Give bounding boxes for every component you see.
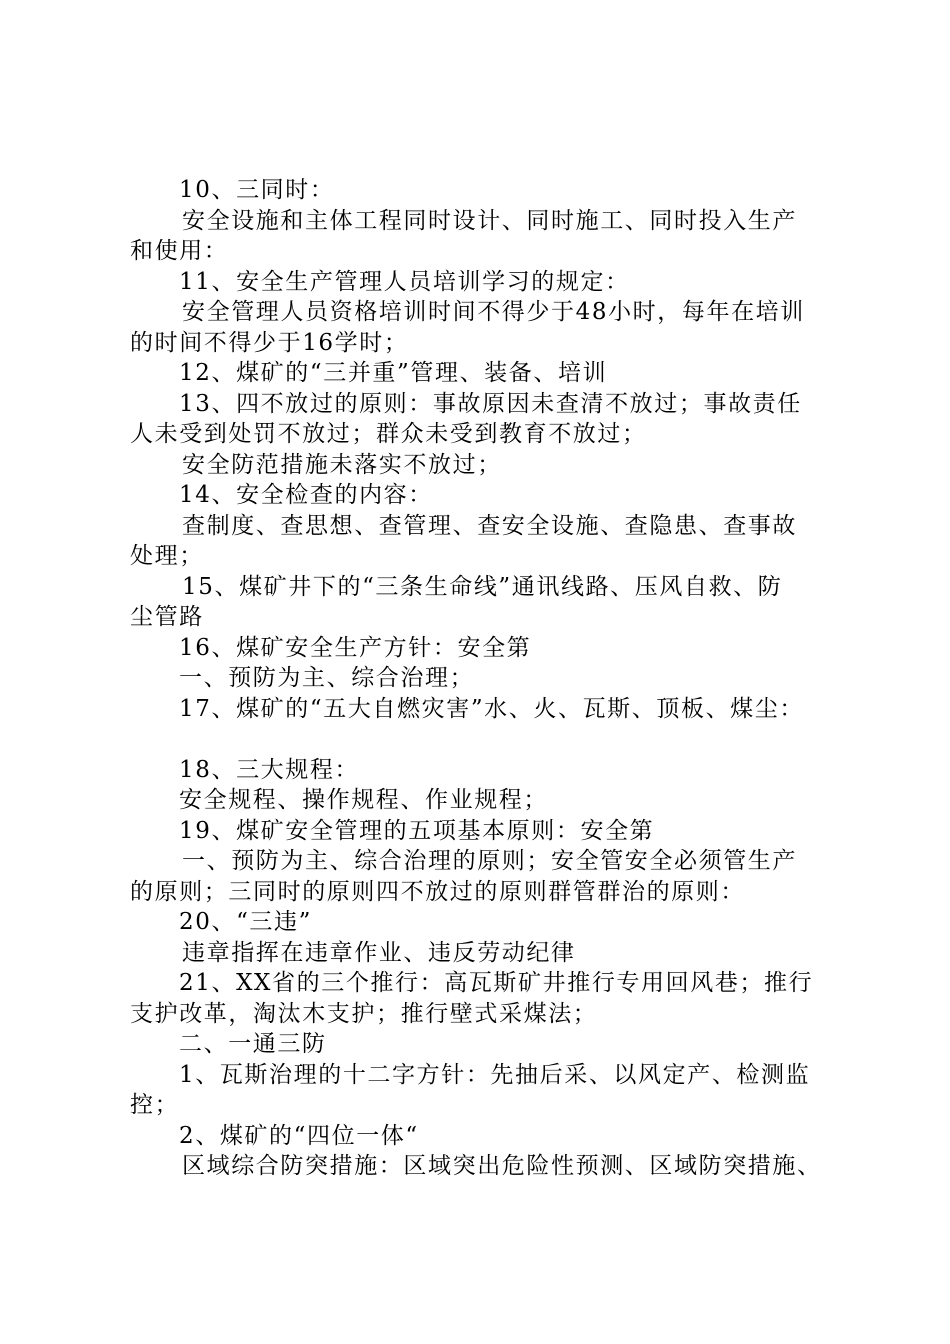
paragraph-line: 安全规程、操作规程、作业规程； [179,787,548,813]
item-10-heading: 10、三同时： [179,177,335,203]
paragraph-line: 人未受到处罚不放过；群众未受到教育不放过； [130,421,647,447]
paragraph-line: 安全管理人员资格培训时间不得少于48小时，每年在培训 [182,299,805,325]
paragraph-line: 支护改革，淘汰木支护；推行壁式采煤法； [130,1000,598,1027]
paragraph-line: 和使用： [130,238,229,264]
item-21-heading: 21、XX省的三个推行：高瓦斯矿井推行专用回风巷；推行 [179,970,814,996]
paragraph-line: 控； [130,1092,180,1118]
paragraph-line: 处理； [130,543,204,569]
paragraph-line: 违章指挥在违章作业、违反劳动纪律 [182,939,576,966]
item-13-heading: 13、四不放过的原则：事故原因未查清不放过；事故责任 [179,390,802,417]
section-heading: 二、一通三防 [179,1031,327,1057]
item-20-heading: 20、“三违” [179,909,312,935]
paragraph-line: 查制度、查思想、查管理、查安全设施、查隐患、查事故 [182,512,797,539]
paragraph-line: 安全设施和主体工程同时设计、同时施工、同时投入生产 [182,207,797,234]
item-16-heading: 16、煤矿安全生产方针：安全第 [179,634,532,661]
item-2-heading: 2、煤矿的“四位一体“ [179,1122,419,1149]
paragraph-line: 尘管路 [130,604,204,630]
paragraph-line: 的原则；三同时的原则四不放过的原则群管群治的原则： [130,878,745,905]
item-17-heading: 17、煤矿的“五大自燃灾害”水、火、瓦斯、顶板、煤尘： [179,695,804,722]
paragraph-line: 一、预防为主、综合治理的原则；安全管安全必须管生产 [182,848,797,874]
item-15-heading: 15、煤矿井下的“三条生命线”通讯线路、压风自救、防 [182,573,783,600]
item-14-heading: 14、安全检查的内容： [179,482,433,508]
item-11-heading: 11、安全生产管理人员培训学习的规定： [179,268,630,295]
paragraph-line: 区域综合防突措施：区域突出危险性预测、区域防突措施、 [182,1153,822,1179]
blank-line [130,724,835,755]
paragraph-line: 安全防范措施未落实不放过； [182,451,502,478]
paragraph-line: 一、预防为主、综合治理； [179,665,475,691]
paragraph-line: 的时间不得少于16学时； [130,329,409,356]
document-body [130,175,835,1182]
item-19-heading: 19、煤矿安全管理的五项基本原则：安全第 [179,817,655,844]
item-1-heading: 1、瓦斯治理的十二字方针：先抽后采、以风定产、检测监 [179,1061,811,1088]
item-18-heading: 18、三大规程： [179,756,360,783]
item-12-heading: 12、煤矿的“三并重”管理、装备、培训 [179,360,608,386]
